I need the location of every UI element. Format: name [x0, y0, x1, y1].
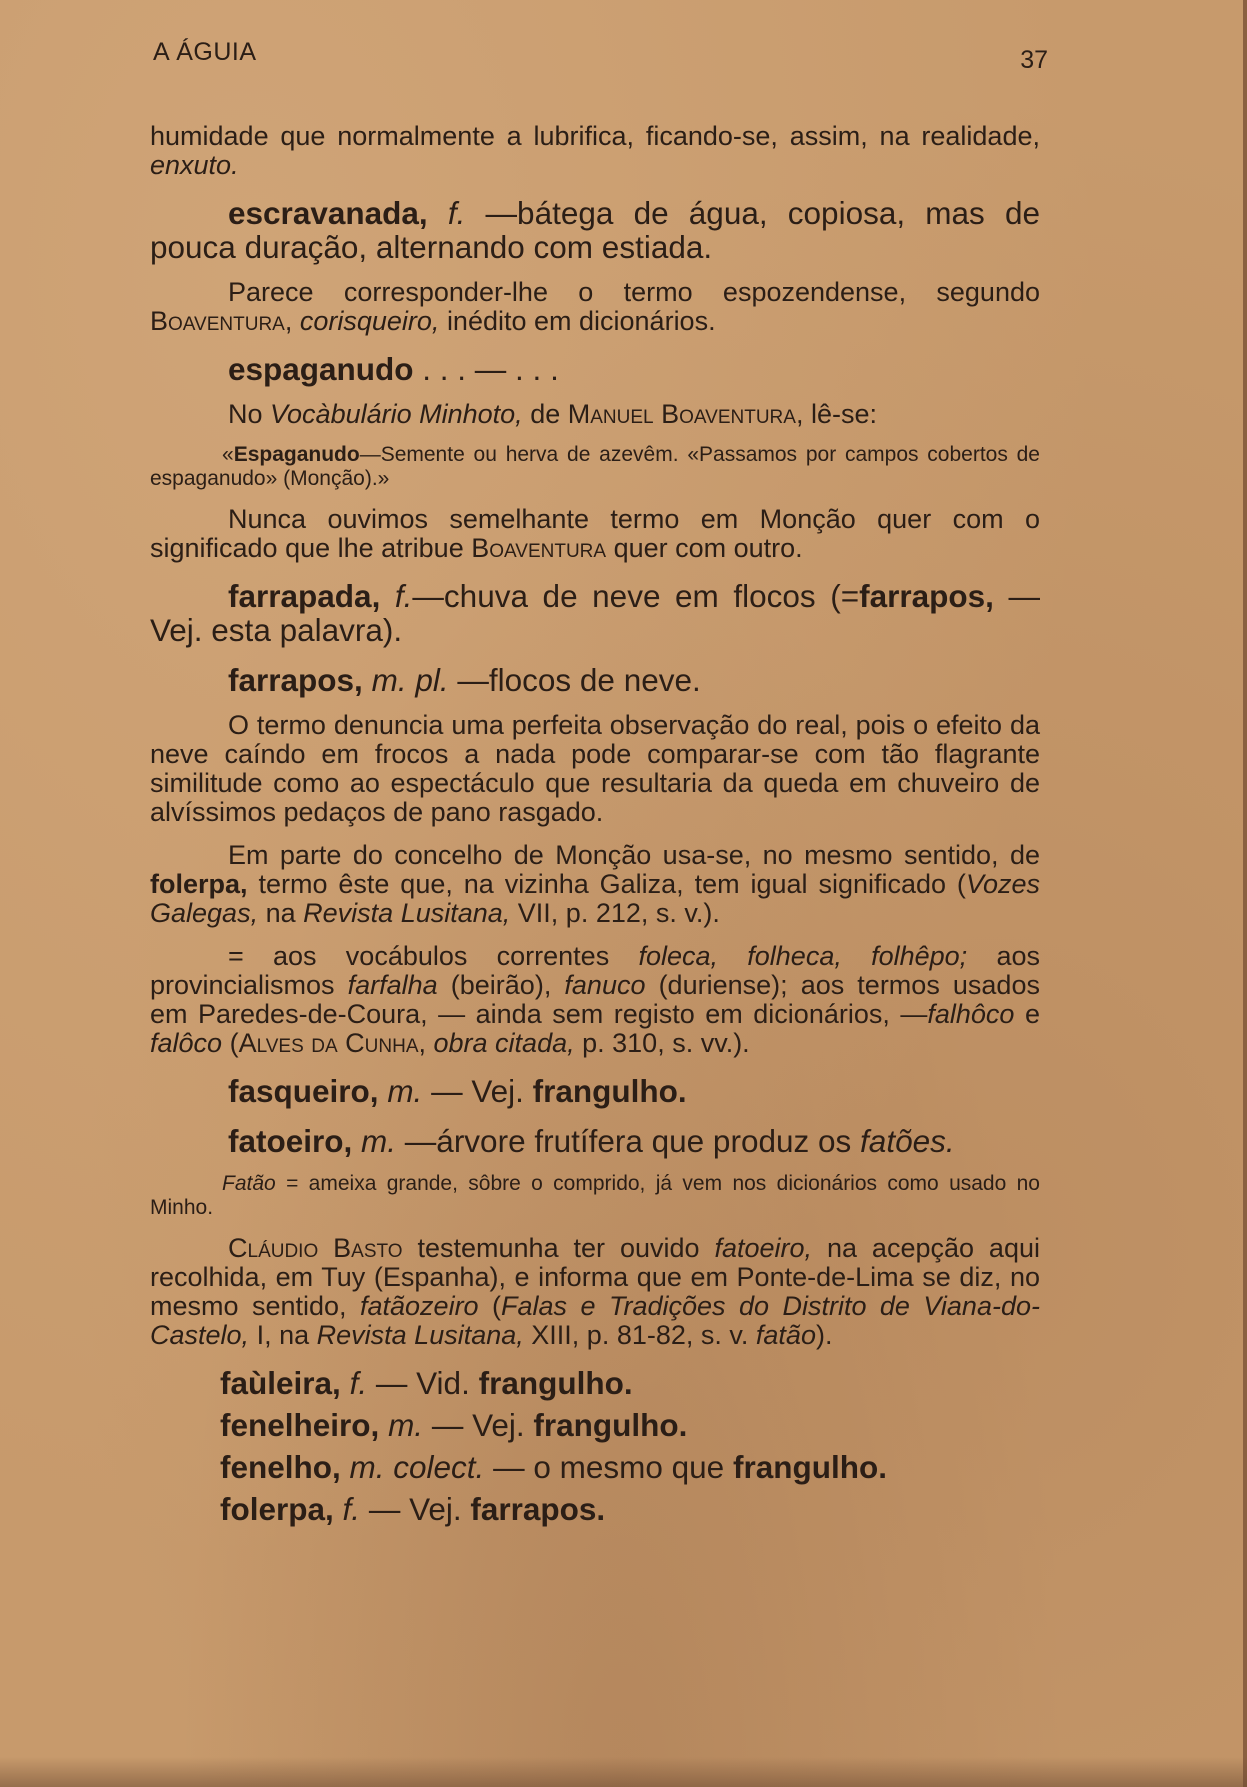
quotation: «Espaganudo—Semente ou herva de azevêm. «Passamos por campos cobertos de espaganudo» (Monção).» [150, 443, 1040, 490]
part-of-speech: m. pl. [371, 662, 449, 698]
cross-reference: frangulho. [532, 1073, 687, 1109]
part-of-speech: m. [388, 1407, 424, 1443]
headword: farrapada, [228, 578, 381, 614]
headword: fasqueiro, [228, 1073, 379, 1109]
headword: farrapos, [228, 662, 363, 698]
part-of-speech: f. [349, 1365, 368, 1401]
paragraph: Parece corresponder-lhe o termo espozendense, segundo Boaventura, corisqueiro, inédito em dicionários. [150, 277, 1040, 336]
part-of-speech: f. [447, 195, 466, 231]
cross-reference: frangulho. [478, 1365, 633, 1401]
paragraph: Nunca ouvimos semelhante termo em Monção quer com o significado que lhe atribue Boaventura quer com outro. [150, 504, 1040, 563]
page-edge [1243, 0, 1247, 1787]
author-name: Boaventura [471, 533, 607, 563]
part-of-speech: f. [394, 578, 413, 614]
part-of-speech: m. [387, 1073, 423, 1109]
entry-fenelho: fenelho, m. colect. — o mesmo que frangulho. [220, 1449, 887, 1485]
running-head: A ÁGUIA [153, 38, 257, 66]
entry-folerpa: folerpa, f. — Vej. farrapos. [220, 1491, 606, 1527]
entry-fatoeiro: fatoeiro, m. —árvore frutífera que produz os fatões. [228, 1123, 955, 1159]
paragraph: No Vocàbulário Minhoto, de Manuel Boaventura, lê-se: [228, 399, 877, 429]
entry-fauleira: faùleira, f. — Vid. frangulho. [220, 1365, 633, 1401]
author-name: Alves da Cunha, [238, 1028, 426, 1058]
part-of-speech: f. [342, 1491, 361, 1527]
author-name: Boaventura, [150, 306, 293, 336]
headword: fatoeiro, [228, 1123, 353, 1159]
paragraph: Em parte do concelho de Monção usa-se, no mesmo sentido, de folerpa, termo êste que, na vizinha Galiza, tem igual significado (Vozes Galegas, na Revista Lusitana, VII, p. 212, s. v.). [150, 840, 1040, 928]
headword: fenelho, [220, 1449, 341, 1485]
headword: folerpa, [220, 1491, 334, 1527]
cross-reference: frangulho. [533, 1407, 688, 1443]
headword: escravanada, [228, 195, 428, 231]
page-bottom-shadow [0, 1757, 1247, 1787]
entry-farrapada: farrapada, f.—chuva de neve em flocos (=farrapos, — Vej. esta palavra). [150, 578, 1040, 648]
cross-reference: farrapos. [470, 1491, 606, 1527]
paragraph: = aos vocábulos correntes foleca, folheca, folhêpo; aos provincialismos farfalha (beirão), fanuco (duriense); aos termos usados em Paredes-de-Coura, — ainda sem registo em dicionários, —falhôco e falôco (Alves da Cunha, obra citada, p. 310, s. vv.). [150, 941, 1040, 1058]
paragraph: O termo denuncia uma perfeita observação do real, pois o efeito da neve caíndo em frocos a nada pode comparar-se com tão flagrante similitude como ao espectáculo que resultaria da queda em chuveiro de alvíssimos pedaços de pano rasgado. [150, 710, 1040, 827]
entry-farrapos [150, 663, 1040, 697]
entry-fenelheiro: fenelheiro, m. — Vej. frangulho. [220, 1407, 688, 1443]
cross-reference: frangulho. [732, 1449, 887, 1485]
definition: . . . — . . . [422, 351, 559, 387]
definition: —flocos de neve. [457, 662, 701, 698]
part-of-speech: m. colect. [349, 1449, 485, 1485]
page-number: 37 [1020, 46, 1048, 74]
page-header [153, 38, 1048, 78]
definition: —bátega de água, copiosa, mas de pouca duração, alternando com estiada. [150, 195, 1040, 265]
headword: fenelheiro, [220, 1407, 380, 1443]
paragraph-note: Fatão = ameixa grande, sôbre o comprido, já vem nos dicionários como usado no Minho. [150, 1172, 1040, 1219]
paragraph-continuation: humidade que normalmente a lubrifica, ficando-se, assim, na realidade, enxuto. [150, 121, 1040, 180]
headword: espaganudo [228, 351, 414, 387]
part-of-speech: m. [361, 1123, 397, 1159]
page-text [150, 122, 1040, 1526]
paragraph: Cláudio Basto testemunha ter ouvido fatoeiro, na acepção aqui recolhida, em Tuy (Espanha), e informa que em Ponte-de-Lima se diz, no mesmo sentido, fatãozeiro (Falas e Tradições do Distrito de Viana-do-Castelo, I, na Revista Lusitana, XIII, p. 81-82, s. v. fatão). [150, 1233, 1040, 1350]
author-name: Manuel Boaventura, [567, 399, 804, 429]
entry-fasqueiro: fasqueiro, m. — Vej. frangulho. [228, 1073, 687, 1109]
entry-espaganudo [150, 352, 1040, 386]
headword: faùleira, [220, 1365, 341, 1401]
author-name: Cláudio Basto [228, 1233, 403, 1263]
entry-escravanada [150, 196, 1040, 264]
